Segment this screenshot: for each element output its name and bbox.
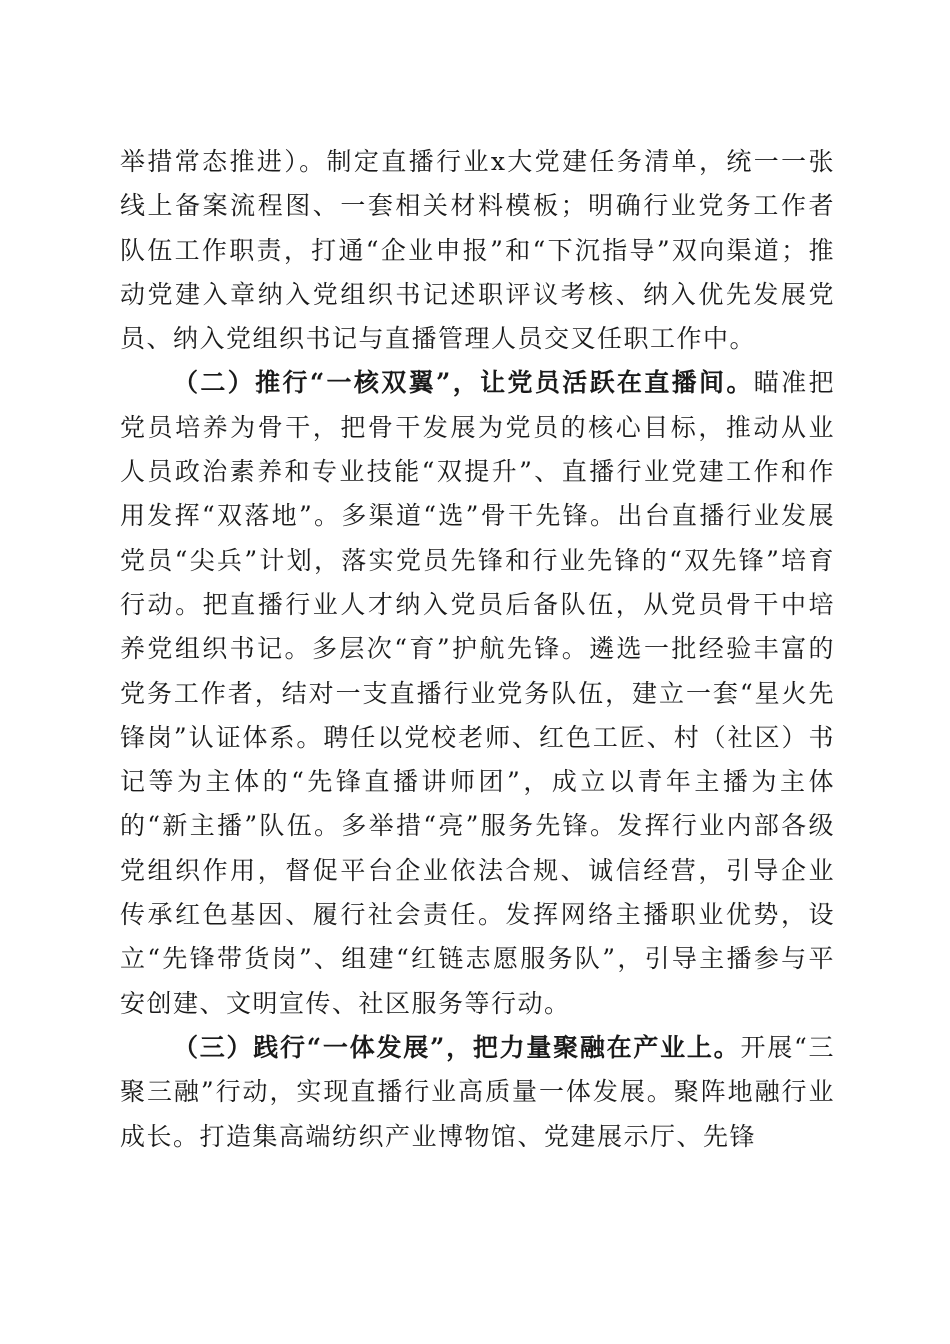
section-heading: （三）践行“一体发展”，把力量聚融在产业上。 bbox=[173, 1032, 741, 1062]
paragraph-text: 举措常态推进）。制定直播行业x大党建任务清单，统一一张线上备案流程图、一套相关材料模板；明确行业党务工作者队伍工作职责，打通“企业申报”和“下沉指导”双向渠道；推动党建入章纳入党组织书记述职评议考核、纳入优先发展党员、纳入党组织书记与直播管理人员交叉任职工作中。 bbox=[120, 147, 835, 354]
section-heading: （二）推行“一核双翼”，让党员活跃在直播间。 bbox=[173, 368, 754, 398]
paragraph-text: 瞄准把党员培养为骨干，把骨干发展为党员的核心目标，推动从业人员政治素养和专业技能“双提升”、直播行业党建工作和作用发挥“双落地”。多渠道“选”骨干先锋。出台直播行业发展党员“尖兵”计划，落实党员先锋和行业先锋的“双先锋”培育行动。把直播行业人才纳入党员后备队伍，从党员骨干中培养党组织书记。多层次“育”护航先锋。遴选一批经验丰富的党务工作者，结对一支直播行业党务队伍，建立一套“星火先锋岗”认证体系。聘任以党校老师、红色工匠、村（社区）书记等为主体的“先锋直播讲师团”，成立以青年主播为主体的“新主播”队伍。多举措“亮”服务先锋。发挥行业内部各级党组织作用，督促平台企业依法合规、诚信经营，引导企业传承红色基因、履行社会责任。发挥网络主播职业优势，设立“先锋带货岗”、组建“红链志愿服务队”，引导主播参与平安创建、文明宣传、社区服务等行动。 bbox=[120, 368, 835, 1018]
paragraph-text: 开展“三聚三融”行动，实现直播行业高质量一体发展。聚阵地融行业成长。打造集高端纺织产业博物馆、党建展示厅、先锋 bbox=[120, 1032, 836, 1151]
document-body bbox=[120, 140, 835, 1159]
paragraph-continuation bbox=[120, 140, 835, 361]
paragraph-section-2 bbox=[120, 361, 835, 1025]
paragraph-section-3 bbox=[120, 1026, 835, 1159]
